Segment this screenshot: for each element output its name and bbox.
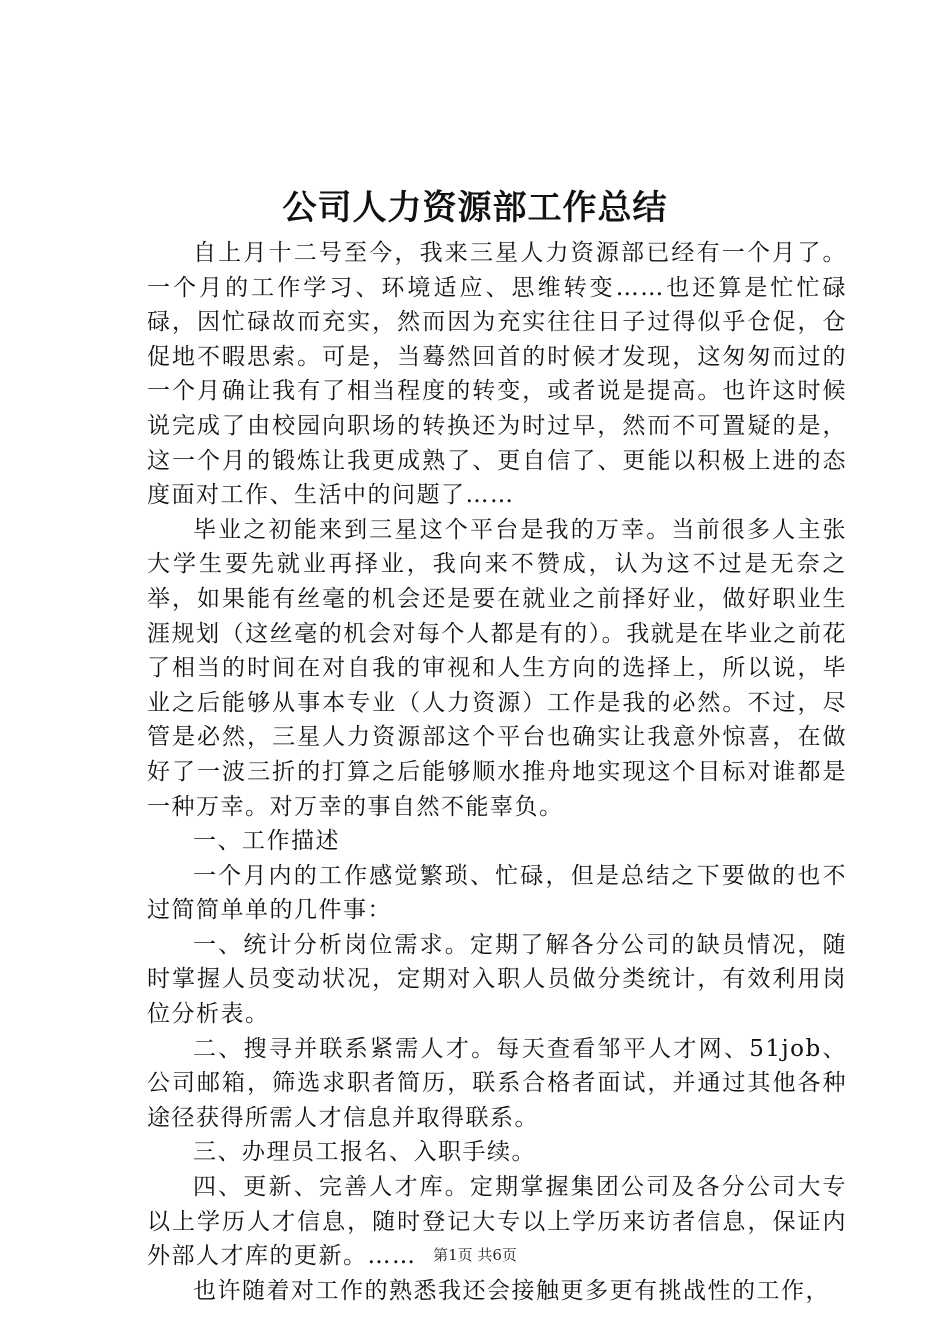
- page-number-footer: 第1页 共6页: [433, 1246, 517, 1264]
- list-item-talent-database: 四、更新、完善人才库。定期掌握集团公司及各分公司大专以上学历人才信息，随时登记大专以上学历来访者信息，保证内外部人才库的更新。……: [147, 1174, 847, 1270]
- paragraph-closing: 也许随着对工作的熟悉我还会接触更多更有挑战性的工作，: [193, 1277, 830, 1304]
- paragraph-graduation: 毕业之初能来到三星这个平台是我的万幸。当前很多人主张大学生要先就业再择业，我向来不赞成，认为这不过是无奈之举，如果能有丝毫的机会还是要在就业之前择好业，做好职业生涯规划（这丝毫的机会对每个人都是有的）。我就是在毕业之前花了相当的时间在对自我的审视和人生方向的选择上，所以说，毕业之后能够从事本专业（人力资源）工作是我的必然。不过，尽管是必然，三星人力资源部这个平台也确实让我意外惊喜，在做好了一波三折的打算之后能够顺水推舟地实现这个目标对谁都是一种万幸。对万幸的事自然不能辜负。: [147, 516, 847, 820]
- list-item-onboarding: 三、办理员工报名、入职手续。: [193, 1139, 536, 1166]
- paragraph-work-summary: 一个月内的工作感觉繁琐、忙碌，但是总结之下要做的也不过简简单单的几件事：: [147, 862, 847, 924]
- section-heading-work-description: 一、工作描述: [193, 828, 340, 855]
- list-item-job-demand: 一、统计分析岗位需求。定期了解各分公司的缺员情况，随时掌握人员变动状况，定期对入职人员做分类统计，有效利用岗位分析表。: [147, 931, 847, 1028]
- paragraph-intro: 自上月十二号至今，我来三星人力资源部已经有一个月了。一个月的工作学习、环境适应、思维转变……也还算是忙忙碌碌，因忙碌故而充实，然而因为充实往往日子过得似乎仓促，仓促地不暇思索。可是，当蓦然回首的时候才发现，这匆匆而过的一个月确让我有了相当程度的转变，或者说是提高。也许这时候说完成了由校园向职场的转换还为时过早，然而不可置疑的是，这一个月的锻炼让我更成熟了、更自信了、更能以积极上进的态度面对工作、生活中的问题了……: [147, 240, 847, 509]
- document-title: 公司人力资源部工作总结: [282, 188, 668, 228]
- list-item-talent-search: 二、搜寻并联系紧需人才。每天查看邹平人才网、51job、公司邮箱，筛选求职者简历，联系合格者面试，并通过其他各种途径获得所需人才信息并取得联系。: [147, 1035, 847, 1131]
- document-body: [147, 236, 847, 1308]
